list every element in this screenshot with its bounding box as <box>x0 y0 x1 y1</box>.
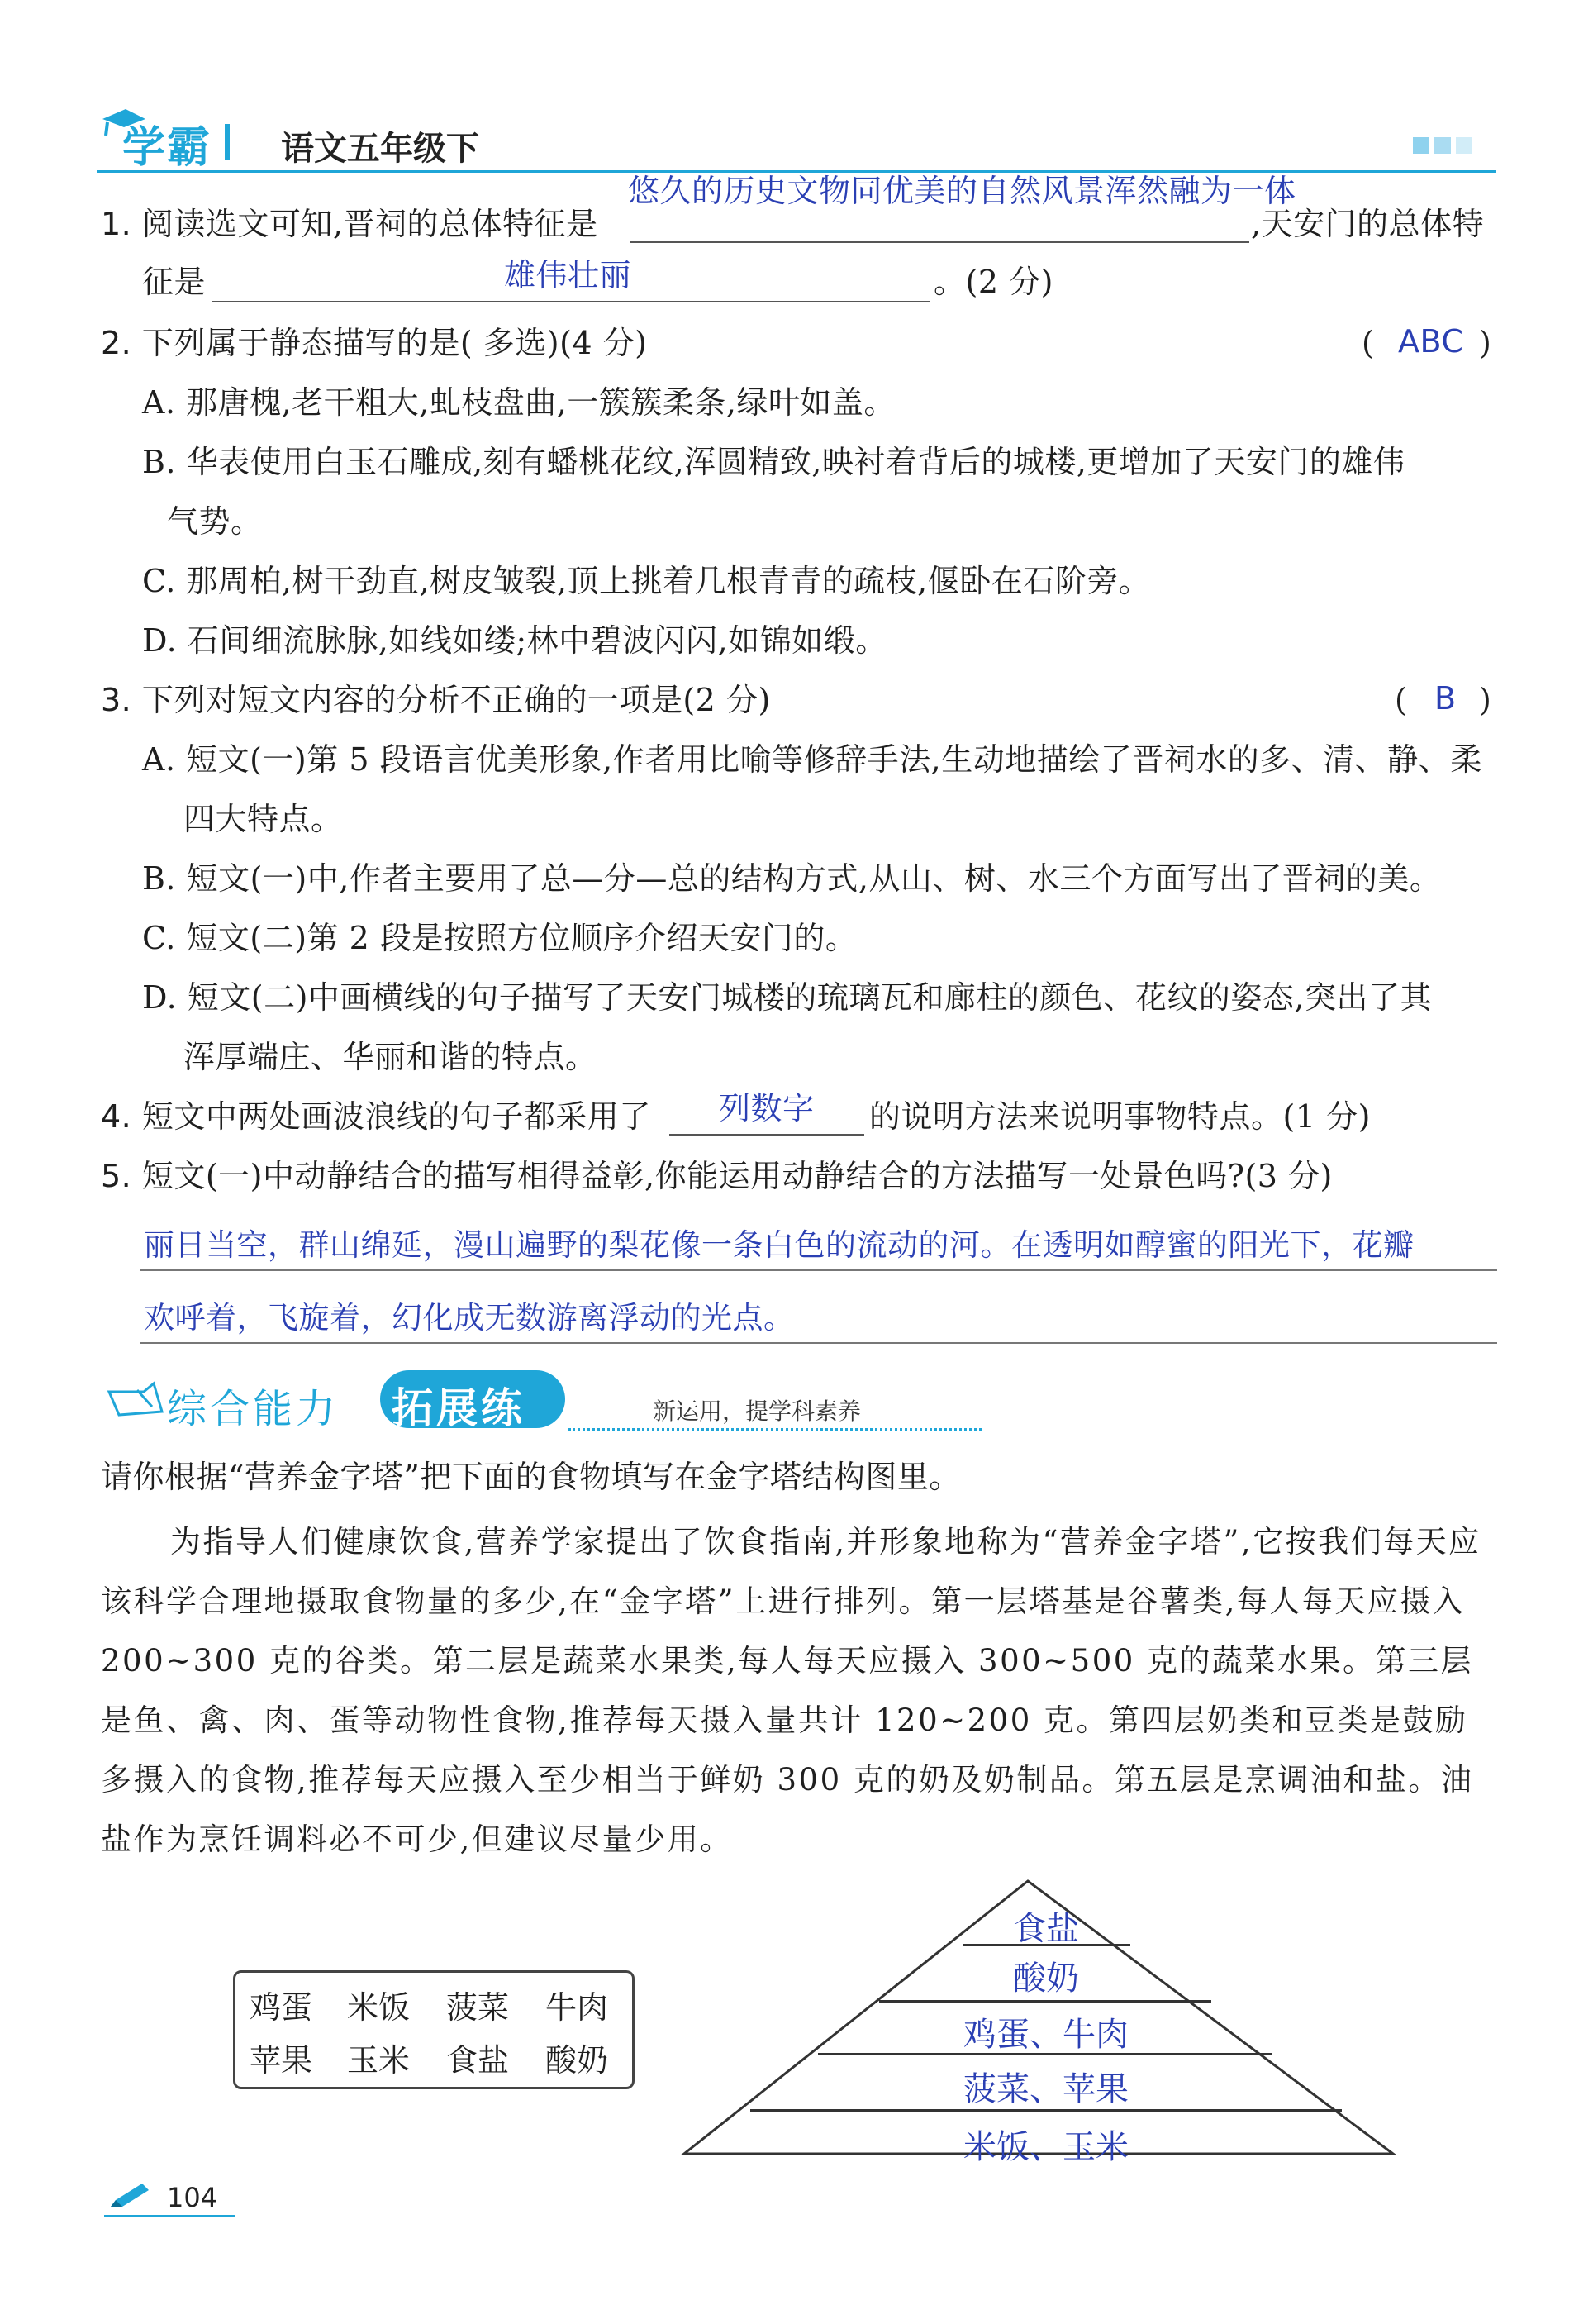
q2-stem: 2. 下列属于静态描写的是( 多选)(4 分) <box>101 325 648 361</box>
q5-answer-line2: 欢呼着，飞旋着，幻化成无数游离浮动的光点。 <box>144 1300 795 1336</box>
q2-paren-open: ( <box>1362 325 1375 361</box>
q5-rule1 <box>140 1269 1497 1271</box>
pencil-icon <box>104 2180 154 2213</box>
pyramid-level-4: 酸奶 <box>1013 1960 1079 1998</box>
food-item: 鸡蛋 <box>250 1989 313 2026</box>
q3-option-d-line1: D. 短文(二)中画横线的句子描写了天安门城楼的琉璃瓦和廊柱的颜色、花纹的姿态,突出了其 <box>142 979 1433 1016</box>
q3-option-a-line1: A. 短文(一)第 5 段语言优美形象,作者用比喻等修辞手法,生动地描绘了晋祠水的多、清、静、柔 <box>142 741 1482 778</box>
q4-line: 4. 短文中两处画波浪线的句子都采用了 <box>101 1098 651 1135</box>
q1-answer1: 悠久的历史文物同优美的自然风景浑然融为一体 <box>628 173 1296 209</box>
q3-paren-close: ) <box>1479 682 1492 718</box>
page-number: 104 <box>167 2182 218 2213</box>
food-item: 菠菜 <box>446 1989 510 2026</box>
pyramid-level-5: 食盐 <box>1013 1910 1079 1948</box>
food-item: 苹果 <box>250 2042 313 2079</box>
header <box>0 0 1593 174</box>
section-badge: 拓展练 <box>380 1370 565 1428</box>
q2-paren-close: ) <box>1479 325 1492 361</box>
q3-option-c: C. 短文(二)第 2 段是按照方位顺序介绍天安门的。 <box>142 920 858 956</box>
logo <box>97 106 230 173</box>
q2-option-d: D. 石间细流脉脉,如线如缕;林中碧波闪闪,如锦如缎。 <box>142 622 887 659</box>
q3-stem: 3. 下列对短文内容的分析不正确的一项是(2 分) <box>101 682 771 718</box>
food-item: 酸奶 <box>545 2042 609 2079</box>
footer <box>97 2175 263 2225</box>
ribbon-icon <box>104 1379 167 1423</box>
pyramid-divider <box>879 2000 1211 2003</box>
q3-paren-open: ( <box>1395 682 1408 718</box>
pyramid-level-2: 菠菜、苹果 <box>963 2070 1129 2108</box>
subject-title: 语文五年级下 <box>281 130 479 168</box>
q1-blank1[interactable] <box>630 241 1249 243</box>
header-squares <box>1413 137 1472 157</box>
q2-option-c: C. 那周柏,树干劲直,树皮皱裂,顶上挑着几根青青的疏枝,偃卧在石阶旁。 <box>142 563 1151 599</box>
q1-line1: 1. 阅读选文可知,晋祠的总体特征是 <box>101 206 598 242</box>
food-item: 食盐 <box>446 2042 510 2079</box>
q5-answer-line1: 丽日当空，群山绵延，漫山遍野的梨花像一条白色的流动的河。在透明如醇蜜的阳光下，花瓣 <box>144 1227 1415 1263</box>
food-item: 米饭 <box>347 1989 411 2026</box>
section-instruction: 请你根据“营养金字塔”把下面的食物填写在金字塔结构图里。 <box>101 1459 961 1495</box>
q1-part4: 。(2 分) <box>934 264 1053 300</box>
logo-text: 学霸 <box>122 123 212 173</box>
q4-answer: 列数字 <box>719 1090 815 1126</box>
logo-divider <box>225 124 230 160</box>
section-dotted-rule <box>568 1428 982 1431</box>
q2-option-a: A. 那唐槐,老干粗大,虬枝盘曲,一簇簇柔条,绿叶如盖。 <box>142 384 896 421</box>
q5-rule2 <box>140 1342 1497 1344</box>
pyramid-level-1: 米饭、玉米 <box>963 2128 1129 2166</box>
section-subtitle: 新运用，提学科素养 <box>653 1398 862 1425</box>
q2-option-b-line2: 气势。 <box>167 503 263 540</box>
section-header <box>97 1365 924 1435</box>
q2-option-b-line1: B. 华表使用白玉石雕成,刻有蟠桃花纹,浑圆精致,映衬着背后的城楼,更增加了天安门的雄伟 <box>142 444 1405 480</box>
q3-answer: B <box>1434 680 1457 717</box>
q1-line2: 征是 <box>142 264 207 300</box>
pyramid-level-3: 鸡蛋、牛肉 <box>963 2016 1129 2054</box>
q3-option-a-line2: 四大特点。 <box>183 801 343 837</box>
food-item: 牛肉 <box>545 1989 609 2026</box>
food-item: 玉米 <box>347 2042 411 2079</box>
q4-blank[interactable] <box>669 1134 864 1136</box>
section-title: 综合能力 <box>167 1386 340 1432</box>
q4-part2: 的说明方法来说明事物特点。(1 分) <box>869 1098 1371 1135</box>
q1-answer2: 雄伟壮丽 <box>504 257 632 293</box>
q3-option-d-line2: 浑厚端庄、华丽和谐的特点。 <box>183 1039 597 1075</box>
q2-answer: ABC <box>1398 323 1464 360</box>
nutrition-paragraph: 为指导人们健康饮食,营养学家提出了饮食指南,并形象地称为“营养金字塔”,它按我们每天应该科学合理地摄取食物量的多少,在“金字塔”上进行排列。第一层塔基是谷薯类,每人每天应摄入 200~300 克的谷类。第二层是蔬菜水果类,每人每天应摄入 300~500 克的蔬菜水果。第三层是鱼、禽、肉、蛋等动物性食物,推荐每天摄入量共计 120~200 克。第四层奶类和豆类是鼓励多摄入的食物,推荐每天应摄入至少相当于鲜奶 300 克的奶及奶制品。第五层是烹调油和盐。油盐作为烹饪调料必不可少,但建议尽量少用。 <box>101 1524 1481 1857</box>
q5-stem: 5. 短文(一)中动静结合的描写相得益彰,你能运用动静结合的方法描写一处景色吗?(3 分) <box>101 1158 1333 1194</box>
q3-option-b: B. 短文(一)中,作者主要用了总—分—总的结构方式,从山、树、水三个方面写出了晋祠的美。 <box>142 860 1442 897</box>
q1-blank2[interactable] <box>212 301 930 302</box>
q1-part2: ,天安门的总体特 <box>1251 206 1485 242</box>
